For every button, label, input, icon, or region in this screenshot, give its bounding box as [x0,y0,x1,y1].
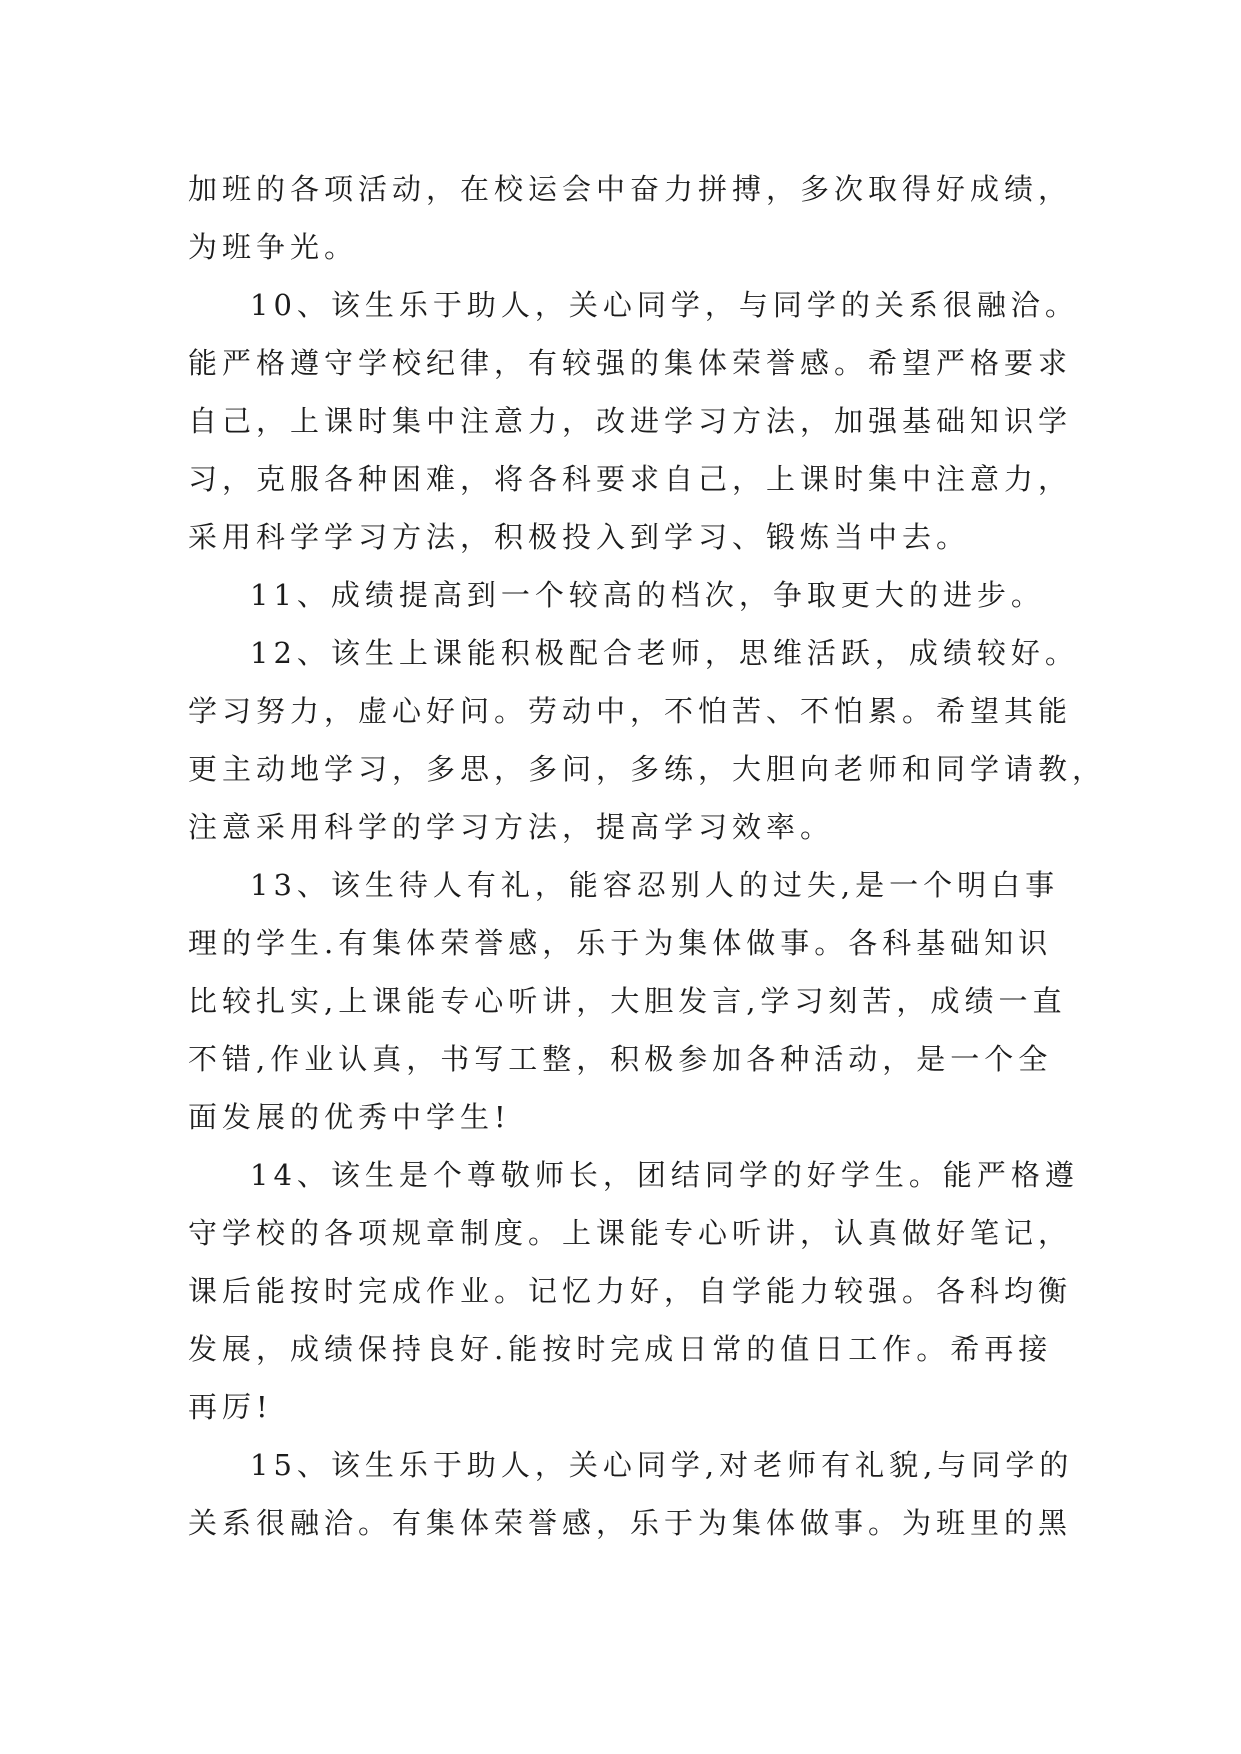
text-line: 更主动地学习，多思，多问，多练，大胆向老师和同学请教， [188,752,1107,786]
text-line: 再厉! [188,1390,273,1424]
text-line: 课后能按时完成作业。记忆力好，自学能力较强。各科均衡 [188,1274,1073,1308]
text-line: 比较扎实,上课能专心听讲，大胆发言,学习刻苦，成绩一直 [188,984,1067,1018]
text-line: 采用科学学习方法，积极投入到学习、锻炼当中去。 [188,520,971,554]
text-line: 10、该生乐于助人，关心同学，与同学的关系很融洽。 [250,288,1079,322]
text-line: 注意采用科学的学习方法，提高学习效率。 [188,810,835,844]
document-body [188,160,1107,1552]
text-line: 13、该生待人有礼，能容忍别人的过失,是一个明白事 [250,868,1060,902]
text-line: 关系很融洽。有集体荣誉感，乐于为集体做事。为班里的黑 [188,1506,1073,1540]
text-line: 守学校的各项规章制度。上课能专心听讲，认真做好笔记， [188,1216,1073,1250]
text-line: 能严格遵守学校纪律，有较强的集体荣誉感。希望严格要求 [188,346,1073,380]
text-line: 自己，上课时集中注意力，改进学习方法，加强基础知识学 [188,404,1073,438]
text-line: 为班争光。 [188,230,359,264]
text-line: 14、该生是个尊敬师长，团结同学的好学生。能严格遵 [250,1158,1079,1192]
text-line: 学习努力，虚心好问。劳动中，不怕苦、不怕累。希望其能 [188,694,1073,728]
text-line: 发展，成绩保持良好.能按时完成日常的值日工作。希再接 [188,1332,1053,1366]
text-line: 面发展的优秀中学生! [188,1100,511,1134]
text-line: 不错,作业认真，书写工整，积极参加各种活动，是一个全 [188,1042,1053,1076]
text-line: 加班的各项活动，在校运会中奋力拼搏，多次取得好成绩， [188,172,1073,206]
text-line: 理的学生.有集体荣誉感，乐于为集体做事。各科基础知识 [188,926,1053,960]
text-line: 11、成绩提高到一个较高的档次，争取更大的进步。 [250,578,1045,612]
text-line: 习，克服各种困难，将各科要求自己，上课时集中注意力， [188,462,1073,496]
text-line: 15、该生乐于助人，关心同学,对老师有礼貌,与同学的 [250,1448,1074,1482]
text-line: 12、该生上课能积极配合老师，思维活跃，成绩较好。 [250,636,1079,670]
